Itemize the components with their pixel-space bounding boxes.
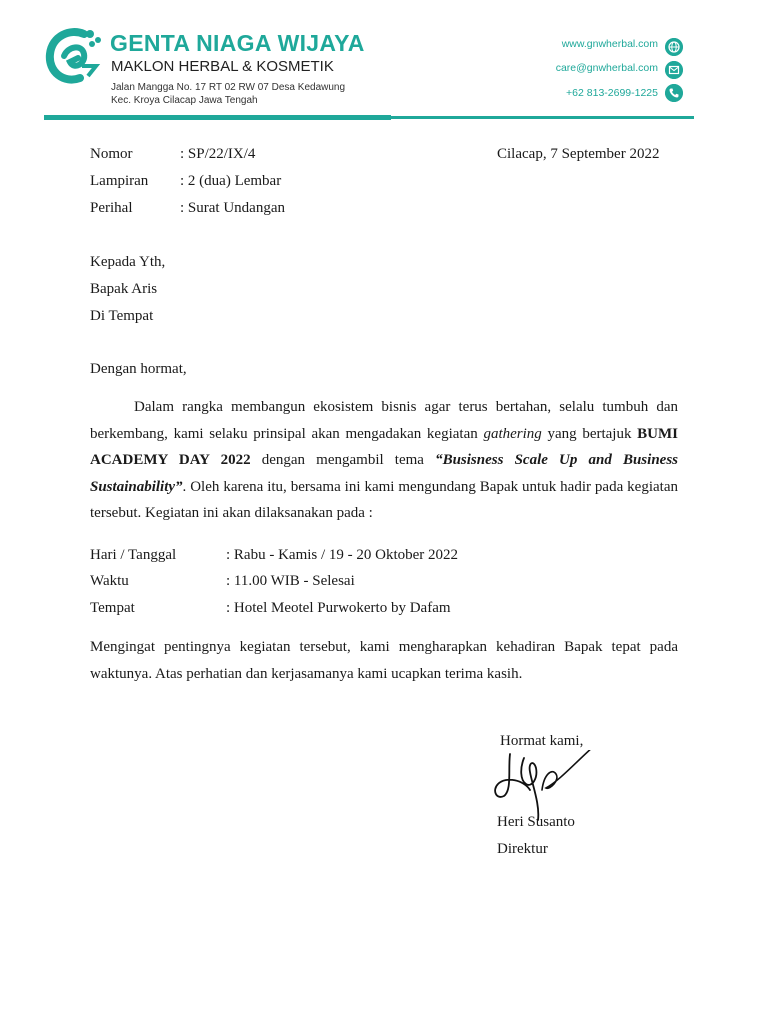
p1-text-d: . Oleh karena itu, bersama ini kami mengundang Bapak untuk hadir pada kegiatan tersebut. Kegiatan ini akan dilaksanakan pada :	[90, 478, 678, 521]
greeting: Dengan hormat,	[90, 361, 187, 377]
p1-text-c: dengan mengambil tema	[250, 452, 436, 468]
company-logo	[44, 26, 102, 84]
body-paragraph-2	[90, 634, 678, 687]
lampiran-label: Lampiran	[90, 173, 149, 189]
lampiran-value: : 2 (dua) Lembar	[180, 173, 282, 189]
nomor-value: : SP/22/IX/4	[180, 146, 256, 162]
recipient-line3: Di Tempat	[90, 308, 154, 324]
signer-name: Heri Susanto	[497, 814, 575, 830]
p1-gathering: gathering	[483, 425, 542, 442]
company-tagline: MAKLON HERBAL & KOSMETIK	[111, 58, 334, 75]
p1-theme: “Busisness Scale Up and Business Sustainability”	[90, 452, 678, 495]
website-link[interactable]: www.gnwherbal.com	[561, 38, 658, 50]
letterhead-divider-accent	[44, 115, 391, 120]
p1-text-a: Dalam rangka membangun ekosistem bisnis agar terus bertahan, selalu tumbuh dan berkembang, kami selaku prinsipal akan mengadakan kegiatan	[90, 399, 678, 442]
p1-event-name: BUMI ACADEMY DAY 2022	[90, 425, 678, 468]
p2-text: Mengingat pentingnya kegiatan tersebut, kami mengharapkan kehadiran Bapak tepat pada waktunya. Atas perhatian dan kerjasamanya kami ucapkan terima kasih.	[90, 639, 678, 682]
place-date: Cilacap, 7 September 2022	[497, 146, 660, 162]
time-value: : 11.00 WIB - Selesai	[226, 573, 355, 589]
place-value: : Hotel Meotel Purwokerto by Dafam	[226, 600, 451, 616]
globe-icon	[665, 38, 683, 56]
email-link[interactable]: care@gnwherbal.com	[555, 62, 658, 74]
place-label: Tempat	[90, 600, 135, 616]
company-address-line1: Jalan Mangga No. 17 RT 02 RW 07 Desa Kedawung	[111, 82, 346, 93]
perihal-label: Perihal	[90, 200, 133, 216]
date-value: : Rabu - Kamis / 19 - 20 Oktober 2022	[226, 547, 459, 563]
signer-title: Direktur	[497, 841, 548, 857]
body-paragraph-1	[90, 394, 678, 527]
nomor-label: Nomor	[90, 146, 133, 162]
regards-text: Hormat kami,	[500, 733, 584, 749]
company-name: GENTA NIAGA WIJAYA	[110, 30, 365, 56]
mail-icon	[665, 61, 683, 79]
perihal-value: : Surat Undangan	[180, 200, 285, 216]
time-label: Waktu	[90, 573, 129, 589]
recipient-line2: Bapak Aris	[90, 281, 158, 297]
phone-number: +62 813-2699-1225	[566, 87, 658, 99]
phone-icon	[665, 84, 683, 102]
company-address-line2: Kec. Kroya Cilacap Jawa Tengah	[111, 95, 258, 106]
recipient-line1: Kepada Yth,	[90, 254, 166, 270]
date-label: Hari / Tanggal	[90, 547, 177, 563]
p1-text-b: yang bertajuk	[541, 425, 638, 442]
